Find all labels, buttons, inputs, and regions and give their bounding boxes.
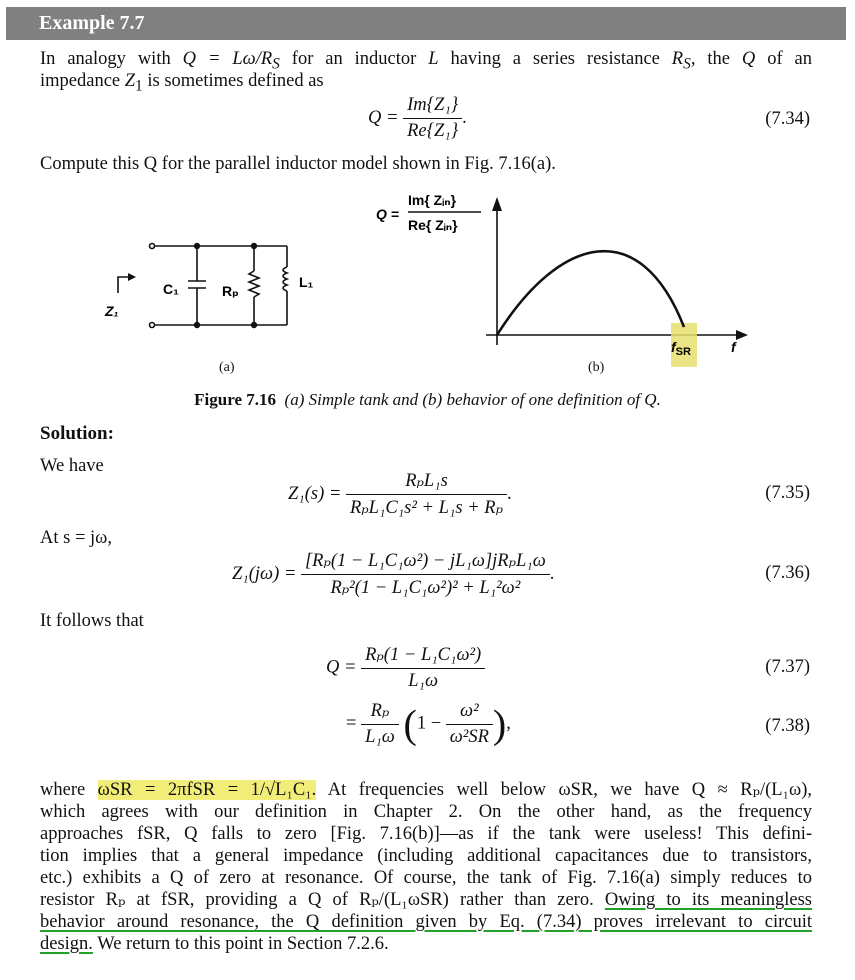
equation-7-34: Q = $\frac{\text{Im\{Z₁\}}}{\text{Re\{Z₁\}}}$ . <box>368 95 467 141</box>
intro-line-1: In analogy with $Q = L\omega/R_S$ for an inductor L having a series resistance $R_S$, the Q of an <box>40 49 813 73</box>
intro-line-2: impedance $Z_1$ is sometimes defined as <box>40 71 324 95</box>
f-axis-label: f <box>731 339 736 355</box>
closing-line-4: tion implies that a general impedance (including additional capacitances due to transistors, <box>40 846 812 866</box>
closing-line-7 <box>40 911 812 934</box>
rp-label: Rₚ <box>222 283 239 299</box>
equation-number-7-34: (7.34) <box>765 109 810 129</box>
equation-number-7-35: (7.35) <box>765 483 810 503</box>
c1-label: C₁ <box>163 281 179 297</box>
q-axis-num: Im{ Zᵢₙ} <box>408 192 457 208</box>
l1-label: L₁ <box>299 274 314 290</box>
fsr-sub: SR <box>675 346 691 358</box>
tank-circuit <box>118 244 287 328</box>
equation-7-36: Z₁(jω) = $\frac{\text{[Rₚ(1 − L₁C₁ω²) − jL₁ω]jRₚL₁ω}}{\text{Rₚ²(1 − L₁C₁ω²)² + L₁²ω²}}$ . <box>232 551 555 598</box>
underlined-text-3: design. <box>40 934 93 954</box>
equation-number-7-36: (7.36) <box>765 563 810 583</box>
it-follows-text: It follows that <box>40 611 144 631</box>
equation-number-7-37: (7.37) <box>765 657 810 677</box>
z1-label: Z₁ <box>105 303 119 319</box>
compute-text: Compute this Q for the parallel inductor model shown in Fig. 7.16(a). <box>40 154 556 174</box>
q-axis-lhs: Q = <box>376 206 399 222</box>
closing-line-2: which agrees with our definition in Chapter 2. On the other hand, as the frequency <box>40 802 812 822</box>
figure-caption: Figure 7.16 (a) Simple tank and (b) behavior of one definition of Q. <box>194 390 661 409</box>
q-curve <box>497 251 684 335</box>
we-have-text: We have <box>40 456 104 476</box>
equation-7-35: Z₁(s) = $\frac{\text{RₚL₁s}}{\text{RₚL₁C₁s² + L₁s + Rₚ}}$ . <box>288 471 512 518</box>
q-plot <box>486 207 740 345</box>
underlined-text-2: behavior around resonance, the Q definition given by Eq. (7.34) proves irrelevant to circuit <box>40 912 812 932</box>
equation-7-38: = $\frac{\text{Rₚ}}{\text{L₁ω}}$ (1 − $\frac{\text{ω²}}{\text{ω²SR}}$ ), <box>346 700 511 747</box>
equation-7-37: Q = $\frac{\text{Rₚ(1 − L₁C₁ω²)}}{\text{L₁ω}}$ <box>326 644 485 692</box>
closing-line-6: resistor Rₚ at fSR, providing a Q of Rₚ/(L₁ωSR) rather than zero. Owing to its meaningless <box>40 890 812 910</box>
solution-heading: Solution: <box>40 423 114 444</box>
omega-sr-highlight: ωSR = 2πfSR = 1/√L₁C₁. <box>97 780 317 800</box>
fsr-label: f <box>671 339 676 355</box>
example-header <box>6 7 846 40</box>
at-s-text: At s = jω, <box>40 528 112 548</box>
closing-line-5: etc.) exhibits a Q of zero at resonance. Of course, the tank of Fig. 7.16(a) simply reduces to <box>40 868 812 888</box>
q-axis-den: Re{ Zᵢₙ} <box>408 217 458 233</box>
closing-line-1: where ωSR = 2πfSR = 1/√L₁C₁. At frequencies well below ωSR, we have Q ≈ Rₚ/(L₁ω), <box>40 780 812 800</box>
figure-7-16 <box>0 185 855 385</box>
underlined-text-1: Owing to its meaningless <box>604 890 812 910</box>
fig-label-b: (b) <box>588 360 605 375</box>
equation-number-7-38: (7.38) <box>765 716 810 736</box>
closing-line-3: approaches fSR, Q falls to zero [Fig. 7.16(b)]—as if the tank were useless! This defini- <box>40 824 812 844</box>
example-title: Example 7.7 <box>39 12 145 34</box>
fig-label-a: (a) <box>219 360 235 375</box>
closing-line-8: design. We return to this point in Section 7.2.6. <box>40 934 389 954</box>
